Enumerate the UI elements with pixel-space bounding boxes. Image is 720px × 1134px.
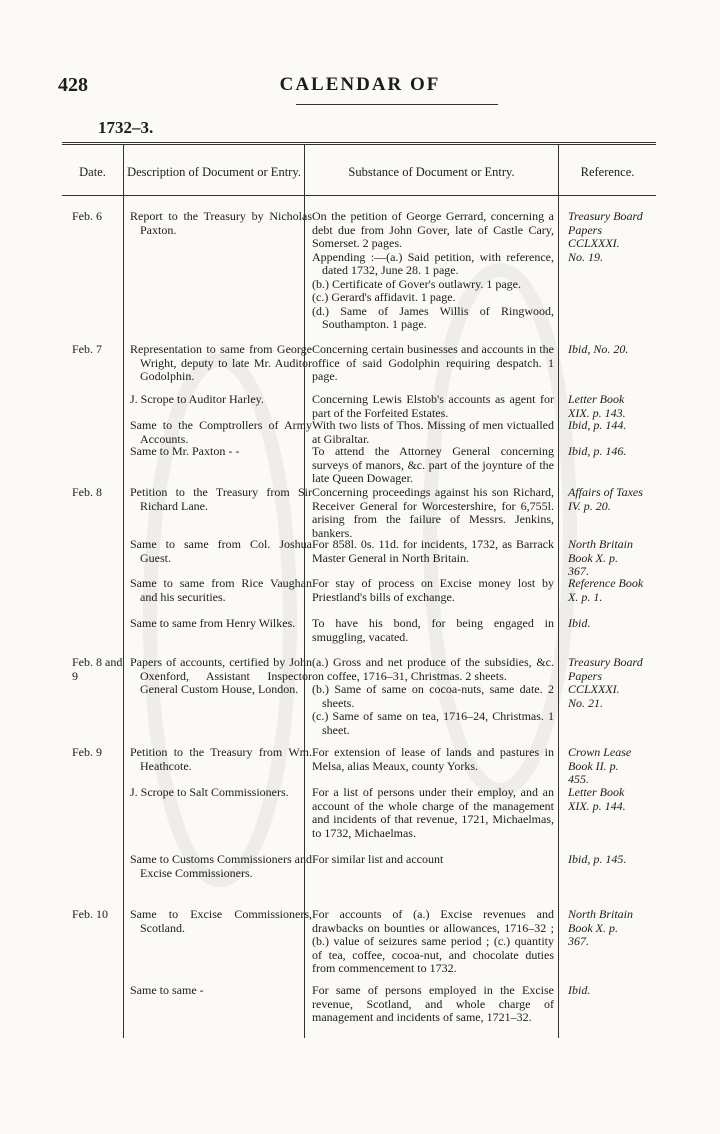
entry-reference	[568, 343, 654, 357]
reference-line: Letter Book	[568, 785, 625, 799]
entry-date: Feb. 7	[72, 342, 102, 356]
year-heading: 1732–3.	[98, 118, 154, 137]
substance-line: (b.) Certificate of Gover's outlawry. 1 page.	[312, 276, 521, 291]
reference-line: Affairs of Taxes	[568, 485, 643, 499]
entry-description: Report to the Treasury by Nicholas Paxton.	[130, 209, 312, 237]
reference-line: Book X. p.	[568, 920, 618, 935]
page-number: 428	[58, 74, 88, 96]
substance-line: (a.) Gross and net produce of the subsidies, &c. on coffee, 1716–31, Christmas. 2 sheets.	[312, 655, 554, 683]
substance-line: For similar list and account	[312, 852, 444, 866]
running-title: CALENDAR OF	[279, 74, 441, 95]
column-header-reference: Reference.	[580, 165, 635, 179]
entry-date: Feb. 8	[72, 485, 102, 499]
substance-line: (b.) Same of same on cocoa-nuts, same date. 2 sheets.	[312, 682, 554, 710]
entry-substance	[312, 908, 554, 976]
reference-line: Papers	[568, 668, 602, 683]
reference-line: Treasury Board	[568, 209, 643, 223]
reference-line: Reference Book	[568, 576, 644, 590]
substance-line: Concerning proceedings against his son Richard, Receiver General for Worcestershire, for 6,755l. arising from the failure of Messrs. Jenkins, bankers.	[312, 485, 554, 540]
entry-date: Feb. 9	[72, 745, 102, 759]
substance-line: Concerning certain businesses and accounts in the office of said Godolphin requiring despatch. 1 page.	[312, 342, 554, 383]
entry-description: Same to same from Henry Wilkes.	[130, 616, 296, 630]
entry-substance	[312, 393, 554, 420]
reference-line: X. p. 1.	[568, 589, 603, 604]
substance-line: With two lists of Thos. Missing of men victualled at Gibraltar.	[312, 418, 554, 446]
substance-line: (c.) Gerard's affidavit. 1 page.	[312, 290, 456, 304]
entry-substance	[312, 538, 554, 565]
substance-line: For same of persons employed in the Excise revenue, Scotland, and whole charge of management and incidents of same, 1721–32.	[312, 983, 554, 1024]
column-header-date: Date.	[79, 165, 106, 179]
column-divider	[123, 145, 124, 1038]
entry-description: Same to the Comptrollers of Army Accounts.	[130, 418, 312, 446]
entry-reference	[568, 538, 654, 579]
entry-reference	[568, 853, 654, 867]
entry-date: Feb. 8 and 9	[72, 655, 123, 683]
entry-substance	[312, 786, 554, 840]
reference-line: 367.	[568, 564, 589, 578]
reference-line: Ibid, p. 146.	[568, 444, 627, 458]
entry-substance	[312, 577, 554, 604]
substance-line: Concerning Lewis Elstob's accounts as agent for part of the Forfeited Estates.	[312, 392, 554, 420]
entry-reference	[568, 908, 654, 949]
substance-line: (d.) Same of James Willis of Ringwood, Southampton. 1 page.	[312, 303, 554, 331]
entry-substance	[312, 343, 554, 384]
column-header-substance: Substance of Document or Entry.	[348, 165, 515, 179]
column-divider	[558, 145, 559, 1038]
table-header-rule	[62, 195, 656, 196]
reference-line: Crown Lease	[568, 745, 632, 759]
entry-description: Same to same from Col. Joshua Guest.	[130, 537, 312, 565]
entry-description: Same to Mr. Paxton - -	[130, 444, 240, 458]
entry-substance	[312, 210, 554, 332]
column-header-description: Description of Document or Entry.	[127, 165, 301, 179]
entry-reference	[568, 656, 654, 710]
reference-line: North Britain	[568, 907, 634, 921]
entry-reference	[568, 984, 654, 998]
reference-line: CCLXXXI.	[568, 236, 620, 250]
entry-description: Same to same from Rice Vaughan and his securities.	[130, 576, 312, 604]
entry-substance	[312, 656, 554, 737]
reference-line: CCLXXXI.	[568, 682, 620, 696]
entry-date: Feb. 6	[72, 209, 102, 223]
substance-line: For a list of persons under their employ, and an account of the whole charge of the management and incidents of that revenue, 1721, Michaelmas, to 1732, Michaelmas.	[312, 785, 554, 840]
reference-line: Ibid, p. 144.	[568, 418, 627, 432]
entry-substance	[312, 984, 554, 1025]
reference-line: No. 19.	[568, 249, 604, 264]
entry-reference	[568, 746, 654, 787]
reference-line: Book II. p.	[568, 758, 619, 773]
entry-substance	[312, 853, 554, 867]
reference-line: XIX. p. 144.	[568, 798, 626, 813]
entry-substance	[312, 617, 554, 644]
substance-line: To have his bond, for being engaged in smuggling, vacated.	[312, 616, 554, 644]
substance-line: Appending :—(a.) Said petition, with reference, dated 1732, June 28. 1 page.	[312, 249, 554, 277]
entry-reference	[568, 786, 654, 813]
substance-line: For stay of process on Excise money lost by Priestland's bills of exchange.	[312, 576, 554, 604]
entry-description: J. Scrope to Salt Commissioners.	[130, 785, 289, 799]
entry-description: Representation to same from George Wright, deputy to late Mr. Auditor Godolphin.	[130, 342, 312, 383]
reference-line: 455.	[568, 772, 589, 786]
substance-line: For accounts of (a.) Excise revenues and drawbacks on bounties or allowances, 1716–32 ; (b.) value of seizures same period ; (c.) quantity of tea, coffee, cocoa-nut, and chocolate duties from commencement to 1732.	[312, 907, 554, 975]
entry-description: J. Scrope to Auditor Harley.	[130, 392, 264, 406]
reference-line: North Britain	[568, 537, 634, 551]
entry-description: Petition to the Treasury from Wm. Heathcote.	[130, 745, 312, 773]
reference-line: Ibid, No. 20.	[568, 342, 629, 356]
reference-line: Book X. p.	[568, 550, 618, 565]
reference-line: IV. p. 20.	[568, 498, 611, 513]
reference-line: Papers	[568, 222, 602, 237]
entry-substance	[312, 419, 554, 446]
reference-line: Ibid.	[568, 616, 591, 630]
entry-description: Same to Excise Commissioners, Scotland.	[130, 907, 312, 935]
entry-description: Same to Customs Commissioners and Excise Commissioners.	[130, 852, 313, 880]
header-rule	[296, 104, 498, 105]
entry-reference	[568, 445, 654, 459]
reference-line: No. 21.	[568, 695, 604, 710]
reference-line: XIX. p. 143.	[568, 405, 626, 420]
substance-line: For 858l. 0s. 11d. for incidents, 1732, as Barrack Master General in North Britain.	[312, 537, 554, 565]
entry-substance	[312, 486, 554, 540]
entry-reference	[568, 393, 654, 420]
substance-line: (c.) Same of same on tea, 1716–24, Christmas. 1 sheet.	[312, 709, 554, 737]
reference-line: Ibid.	[568, 983, 591, 997]
reference-line: Ibid, p. 145.	[568, 852, 627, 866]
reference-line: Treasury Board	[568, 655, 643, 669]
substance-line: To attend the Attorney General concerning surveys of manors, &c. part of the joynture of the late Queen Dowager.	[312, 444, 554, 485]
entry-substance	[312, 445, 554, 486]
reference-line: Letter Book	[568, 392, 625, 406]
substance-line: On the petition of George Gerrard, concerning a debt due from John Gover, late of Castle Cary, Somerset. 2 pages.	[312, 209, 554, 250]
reference-line: 367.	[568, 934, 589, 948]
entry-reference	[568, 486, 654, 513]
entry-description: Petition to the Treasury from Sir Richard Lane.	[130, 485, 312, 513]
entry-date: Feb. 10	[72, 907, 108, 921]
entry-description: Papers of accounts, certified by John Oxenford, Assistant Inspector General Custom House, London.	[130, 655, 312, 696]
table-top-rule	[62, 142, 656, 145]
entry-reference	[568, 419, 654, 433]
entry-reference	[568, 617, 654, 631]
substance-line: For extension of lease of lands and pastures in Melsa, alias Meaux, county Yorks.	[312, 745, 554, 773]
entry-reference	[568, 210, 654, 264]
entry-description: Same to same -	[130, 983, 204, 997]
entry-substance	[312, 746, 554, 773]
entry-reference	[568, 577, 654, 604]
